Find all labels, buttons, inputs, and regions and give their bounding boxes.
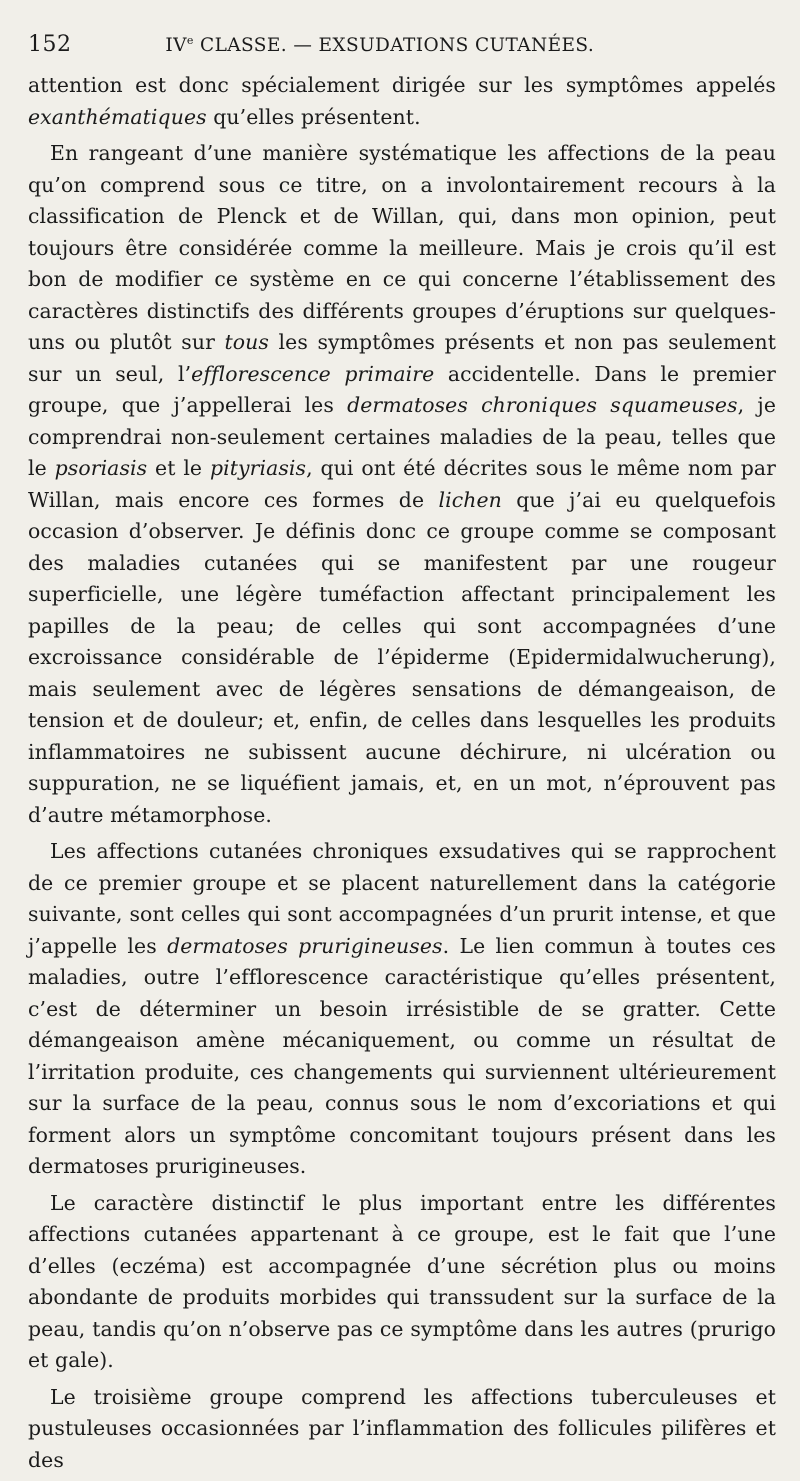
text-run: que j’ai eu quelquefois occasion d’observer. Je définis donc ce groupe comme se composant des maladies cutanées qui se manifestent par une rougeur superficielle, une légère tuméfaction affectant principalement les papilles de la peau; de celles qui sont accompagnées d’une excroissance considérable de l’épiderme (Epidermidalwucherung), mais seulement avec de légères sensations de démangeaison, de tension et de douleur; et, enfin, de celles dans lesquelles les produits inflammatoires ne subissent aucune déchirure, ni ulcération ou suppuration, ne se liquéfient jamais, et, en un mot, n’éprouvent pas d’autre métamorphose.	[28, 487, 776, 827]
running-head-title: CLASSE. — EXSUDATIONS CUTANÉES.	[193, 35, 595, 56]
page-header	[28, 32, 776, 64]
italic-text: tous	[224, 330, 269, 354]
paragraph	[28, 1188, 776, 1377]
text-run: Le troisième groupe comprend les affections tuberculeuses et pustuleuses occasionnées par l’inflammation des follicules pilifères et des	[28, 1384, 776, 1472]
text-run: accidentelle. Dans le premier groupe, que j’appellerai les	[28, 361, 776, 417]
paragraph	[28, 70, 776, 133]
text-run: , qui ont été décrites sous le même nom par Willan, mais encore ces formes de	[28, 456, 777, 512]
paragraph	[28, 138, 776, 831]
text-run: . Le lien commun à toutes ces maladies, outre l’efflorescence caractéristique qu’elles présentent, c’est de déterminer un besoin irrésistible de se gratter. Cette démangeaison amène mécaniquement, ou comme un résultat de l’irritation produite, ces changements qui surviennent ultérieurement sur la surface de la peau, connus sous le nom d’excoriations et qui forment alors un symptôme concomitant toujours présent dans les dermatoses prurigineuses.	[28, 933, 776, 1178]
text-run: attention est donc spécialement dirigée sur les symptômes appelés	[28, 73, 776, 97]
italic-text: exanthématiques	[28, 104, 207, 129]
text-run: En rangeant d’une manière systématique les affections de la peau qu’on comprend sous ce titre, on a involontairement recours à la classification de Plenck et de Willan, qui, dans mon opinion, peut toujours être considérée comme la meilleure. Mais je crois qu’il est bon de modifier ce système en ce qui concerne l’établissement des caractères distinctifs des différents groupes d’éruptions sur quelques-uns ou plutôt sur	[28, 141, 776, 354]
italic-text: dermatoses prurigineuses	[167, 933, 443, 958]
page-number: 152	[28, 32, 72, 57]
italic-text: psoriasis	[54, 456, 148, 480]
text-run: , je comprendrai non-seulement certaines maladies de la peau, telles que le	[28, 393, 776, 480]
running-head	[72, 34, 777, 56]
text-run: Les affections cutanées chroniques exsudatives qui se rapprochent de ce premier groupe et se placent naturellement dans la catégorie suivante, sont celles qui sont accompagnées d’un prurit intense, et que j’appelle les	[28, 839, 776, 958]
italic-text: dermatoses chroniques squameuses	[347, 393, 738, 417]
running-head-sup: e	[186, 33, 194, 47]
text-run: et le	[147, 456, 210, 480]
paragraph	[28, 1382, 776, 1477]
text-run: qu’elles présentent.	[206, 104, 421, 129]
paragraph	[28, 836, 776, 1183]
italic-text: efflorescence primaire	[191, 361, 435, 386]
text-run: les symptômes présents et non pas seulement sur un seul, l’	[28, 330, 776, 386]
text-run: Le caractère distinctif le plus important entre les différentes affections cutanées appartenant à ce groupe, est le fait que l’une d’elles (eczéma) est accompagnée d’une sécrétion plus ou moins abondante de produits morbides qui transsudent sur la surface de la peau, tandis qu’on n’observe pas ce symptôme dans les autres (prurigo et gale).	[28, 1190, 776, 1372]
body-text	[28, 70, 776, 1481]
running-head-class: IV	[165, 35, 187, 56]
italic-text: pityriasis	[209, 456, 307, 480]
italic-text: lichen	[438, 487, 502, 512]
